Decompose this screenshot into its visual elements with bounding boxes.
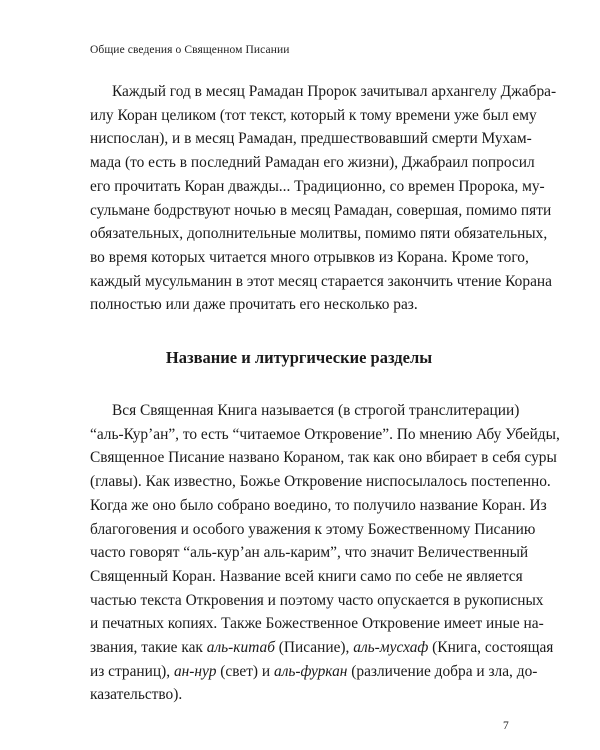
text-line: илу Коран целиком (тот текст, который к тому времени уже был ему bbox=[90, 106, 537, 124]
text-line: сульмане бодрствуют ночью в месяц Рамадан, совершая, помимо пяти bbox=[90, 201, 552, 219]
text-line: его прочитать Коран дважды... Традиционно, со времен Пророка, му- bbox=[90, 177, 545, 195]
text-line: полностью или даже прочитать его несколько раз. bbox=[90, 296, 418, 314]
text-line: казательство). bbox=[90, 686, 183, 704]
text-line: (главы). Как известно, Божье Откровение ниспосылалось постепенно. bbox=[90, 473, 551, 491]
text-line bbox=[90, 660, 538, 684]
paragraph-name-of-book bbox=[90, 399, 560, 707]
text-line: и печатных копиях. Также Божественное Откровение имеет иные на- bbox=[90, 615, 544, 633]
text-line: Священный Коран. Название всей книги само по себе не является bbox=[90, 567, 523, 585]
text-fragment: (различение добра и зла, до- bbox=[347, 662, 538, 680]
text-line: благоговения и особого уважения к этому Божественному Писанию bbox=[90, 520, 536, 538]
text-line: Каждый год в месяц Рамадан Пророк зачитывал архангелу Джабра- bbox=[112, 83, 557, 100]
term-an-nur: ан-нур bbox=[173, 662, 217, 680]
text-line: Священное Писание названо Кораном, так как оно вбирает в себя суры bbox=[90, 449, 557, 467]
text-line: мада (то есть в последний Рамадан его жизни), Джабраил попросил bbox=[90, 154, 535, 172]
text-fragment: (свет) и bbox=[216, 662, 274, 680]
text-fragment: звания, такие как bbox=[90, 639, 207, 657]
text-line: обязательных, дополнительные молитвы, помимо пяти обязательных, bbox=[90, 225, 548, 243]
text-line: частью текста Откровения и поэтому часто опускается в рукописных bbox=[90, 591, 544, 609]
text-line: ниспослан), и в месяц Рамадан, предшествовавший смерти Мухам- bbox=[90, 130, 532, 148]
text-line: Когда же оно было собрано воедино, то получило название Коран. Из bbox=[90, 496, 547, 514]
text-line: “аль-Кур’ан”, то есть “читаемое Откровение”. По мнению Абу Убейды, bbox=[90, 425, 560, 443]
text-line: каждый мусульманин в этот месяц старается закончить чтение Корана bbox=[90, 272, 552, 290]
text-line bbox=[90, 636, 554, 660]
term-al-mushaf: аль-мусхаф bbox=[353, 639, 429, 657]
running-head: Общие сведения о Священном Писании bbox=[90, 44, 290, 56]
term-al-kitab: аль-китаб bbox=[206, 639, 275, 657]
page-number: 7 bbox=[503, 720, 509, 732]
text-line: во время которых читается много отрывков из Корана. Кроме того, bbox=[90, 248, 529, 266]
text-fragment: (Писание), bbox=[274, 639, 354, 657]
text-line: часто говорят “аль-кур’ан аль-карим”, что значит Величественный bbox=[90, 544, 529, 562]
text-fragment: из страниц), bbox=[90, 662, 174, 680]
text-fragment: (Книга, состоящая bbox=[428, 639, 554, 657]
paragraph-ramadan bbox=[90, 80, 557, 317]
term-al-furqan: аль-фуркан bbox=[274, 662, 348, 680]
text-line: Вся Священная Книга называется (в строгой транслитерации) bbox=[112, 402, 520, 419]
section-heading: Название и литургические разделы bbox=[165, 348, 433, 367]
